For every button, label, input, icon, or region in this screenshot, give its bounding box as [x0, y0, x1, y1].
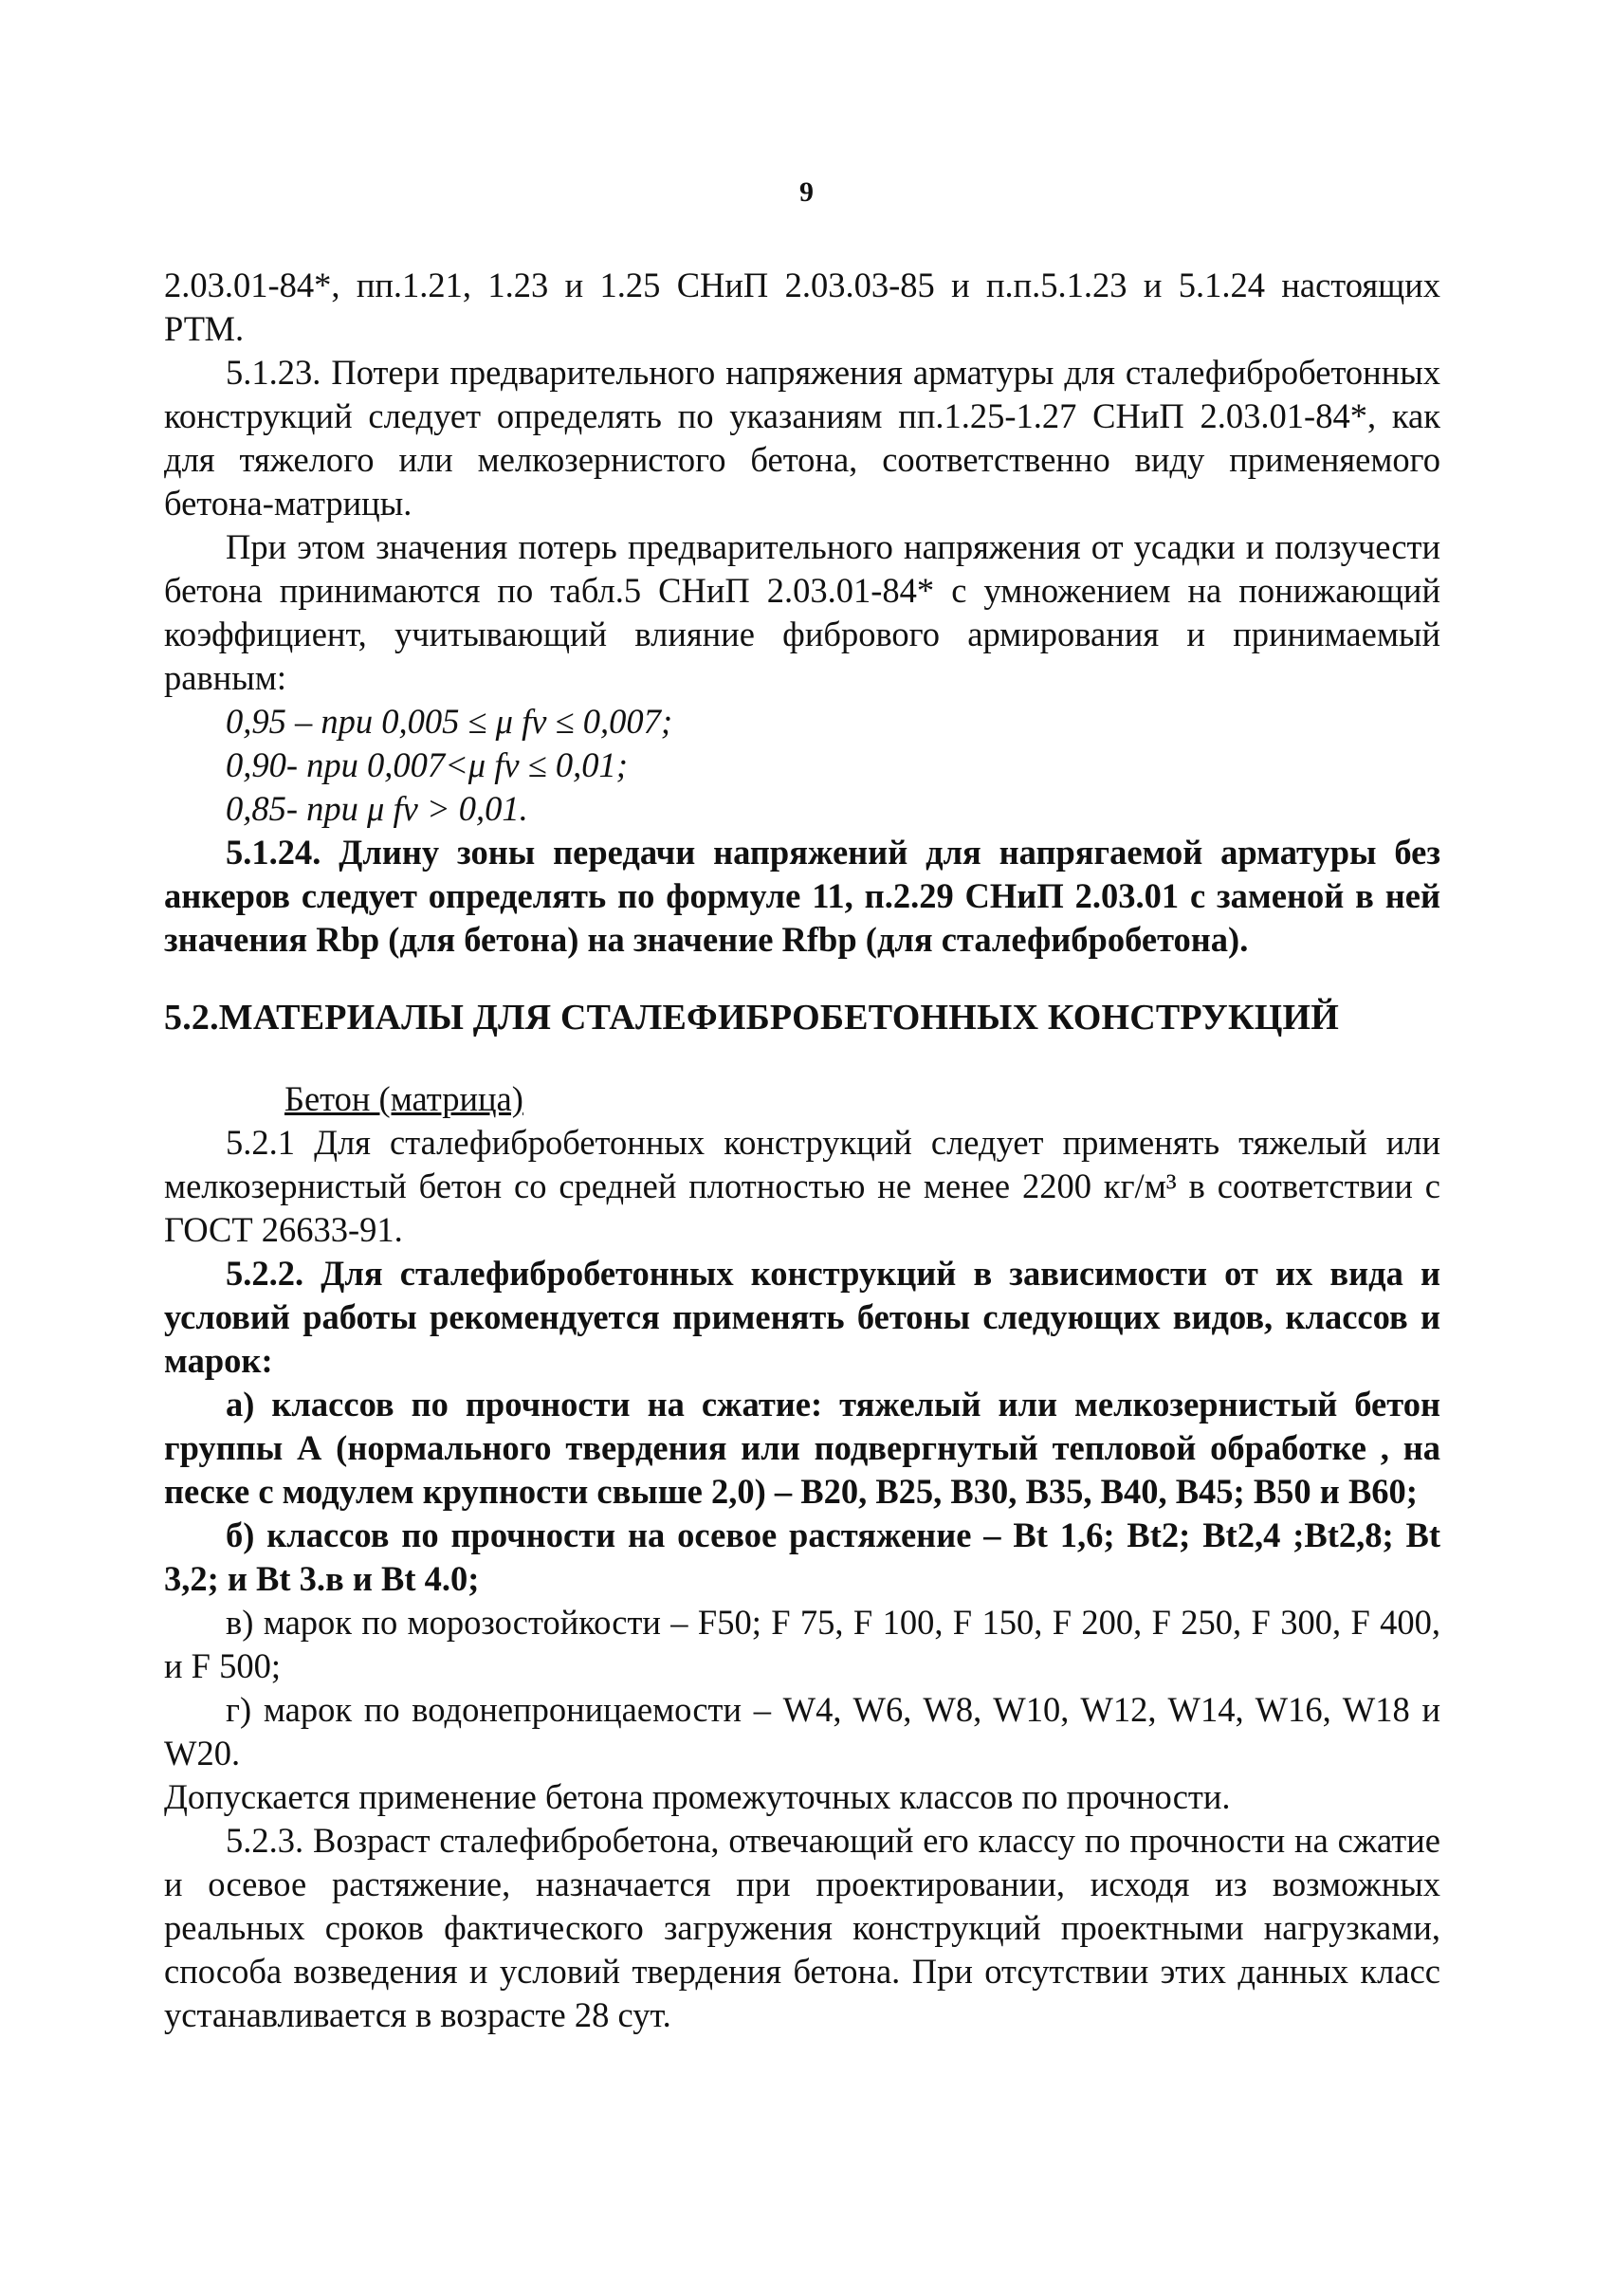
paragraph-5-2-1: 5.2.1 Для сталефибробетонных конструкций следует применять тяжелый или мелкозернистый бетон со средней плотностью не менее 2200 кг/м³ в соответствии с ГОСТ 26633-91.: [164, 1123, 1440, 1249]
paragraph-5-1-23: 5.1.23. Потери предварительного напряжения арматуры для сталефибробетонных конструкций следует определять по указаниям пп.1.25-1.27 СНиП 2.03.01-84*, как для тяжелого или мелкозернистого бетона, соответственно виду применяемого бетона-матрицы.: [164, 353, 1440, 523]
paragraph-5-2-3: 5.2.3. Возраст сталефибробетона, отвечающий его классу по прочности на сжатие и осевое растяжение, назначается при проектировании, исходя из возможных реальных сроков фактического загружения конструкций проектными нагрузками, способа возведения и условий твердения бетона. При отсутствии этих данных класс устанавливается в возрасте 28 сут.: [164, 1821, 1440, 2034]
paragraph-intermediate-classes: Допускается применение бетона промежуточных классов по прочности.: [164, 1777, 1231, 1816]
paragraph-shrinkage-losses: При этом значения потерь предварительного напряжения от усадки и ползучести бетона принимаются по табл.5 СНиП 2.03.01-84* с умножением на понижающий коэффициент, учитывающий влияние фибрового армирования и принимаемый равным:: [164, 527, 1440, 697]
paragraph-continuation: 2.03.01-84*, пп.1.21, 1.23 и 1.25 СНиП 2.03.03-85 и п.п.5.1.23 и 5.1.24 настоящих РТМ.: [164, 266, 1440, 348]
page-number: 9: [799, 176, 814, 208]
paragraph-5-2-2: 5.2.2. Для сталефибробетонных конструкций в зависимости от их вида и условий работы рекомендуется применять бетоны следующих видов, классов и марок:: [164, 1254, 1440, 1380]
formula-line-3: 0,85- при μ fv > 0,01.: [226, 789, 528, 828]
subsection-heading: Бетон (матрица): [284, 1079, 523, 1118]
list-item-a: а) классов по прочности на сжатие: тяжелый или мелкозернистый бетон группы А (нормального твердения или подвергнутый тепловой обработке , на песке с модулем крупности свыше 2,0) – В20, В25, В30, В35, В40, В45; В50 и В60;: [164, 1385, 1440, 1511]
list-item-v: в) марок по морозостойкости – F50; F 75, F 100, F 150, F 200, F 250, F 300, F 400, и F 500;: [164, 1603, 1440, 1685]
paragraph-5-1-24: 5.1.24. Длину зоны передачи напряжений для напрягаемой арматуры без анкеров следует определять по формуле 11, п.2.29 СНиП 2.03.01 с заменой в ней значения Rbp (для бетона) на значение Rfbp (для сталефибробетона).: [164, 833, 1440, 959]
formula-line-2: 0,90- при 0,007<μ fv ≤ 0,01;: [226, 745, 628, 784]
section-heading: 5.2.МАТЕРИАЛЫ ДЛЯ СТАЛЕФИБРОБЕТОННЫХ КОНСТРУКЦИЙ: [164, 998, 1339, 1038]
document-body: [164, 264, 1440, 2037]
list-item-g: г) марок по водонепроницаемости – W4, W6, W8, W10, W12, W14, W16, W18 и W20.: [164, 1690, 1440, 1773]
list-item-b: б) классов по прочности на осевое растяжение – Вt 1,6; Вt2; Вt2,4 ;Вt2,8; Вt 3,2; и Вt 3.в и Вt 4.0;: [164, 1515, 1440, 1598]
formula-line-1: 0,95 – при 0,005 ≤ μ fv ≤ 0,007;: [226, 702, 673, 741]
